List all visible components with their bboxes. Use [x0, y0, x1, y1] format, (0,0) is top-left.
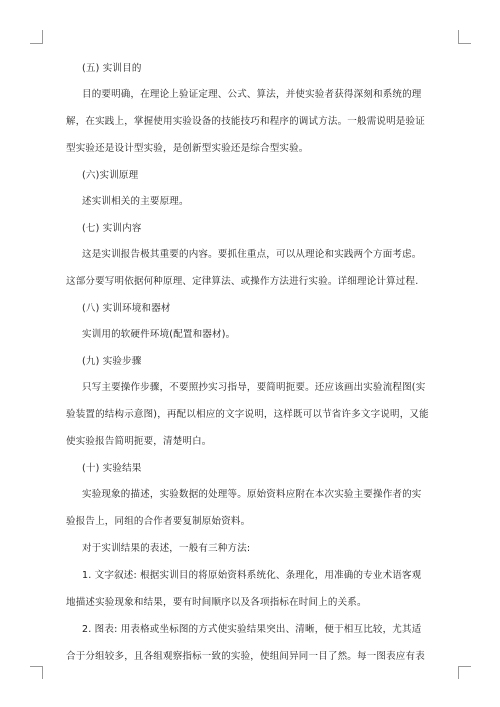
method-line: 合于分组较多，且各组观察指标一致的实验，使组间异同一目了然。每一图表应有表 — [66, 651, 425, 662]
section-heading: (六)实训原理 — [82, 170, 139, 181]
paragraph-line: 这是实训报告极其重要的内容。要抓住重点，可以从理论和实践两个方面考虑。 — [82, 249, 422, 260]
document-body — [66, 62, 441, 664]
method-line: 地描述实验现象和结果，要有时间顺序以及各项指标在时间上的关系。 — [66, 597, 367, 608]
paragraph-line: 型实验还是设计型实验，是创新型实验还是综合型实验。 — [66, 143, 309, 154]
paragraph-line: 使实验报告简明扼要，清楚明白。 — [66, 436, 212, 447]
section-heading: (七) 实训内容 — [82, 223, 142, 234]
paragraph-line: 解，在实践上，掌握使用实验设备的技能技巧和程序的调试方法。一般需说明是验证 — [66, 116, 425, 127]
crop-mark-top-left-h — [30, 43, 43, 44]
method-line: 1. 文字叙述: 根据实训目的将原始资料系统化、条理化，用准确的专业术语客观 — [82, 570, 422, 581]
paragraph-line: 这部分要写明依据何种原理、定律算法、或操作方法进行实验。详细理论计算过程. — [66, 276, 419, 287]
method-line: 2. 图表: 用表格或坐标图的方式使实验结果突出、清晰，便于相互比较，尤其适 — [82, 624, 422, 635]
section-heading: (九) 实验步骤 — [82, 356, 142, 367]
crop-mark-bottom-right-h — [458, 666, 471, 667]
crop-mark-top-left-v — [42, 30, 43, 43]
section-heading: (八) 实训环境和器材 — [82, 303, 171, 314]
paragraph-line: 验报告上，同组的合作者要复制原始资料。 — [66, 516, 251, 527]
paragraph-line: 实训用的软硬件环境(配置和器材)。 — [82, 329, 236, 340]
section-heading: (五) 实训目的 — [82, 63, 142, 74]
paragraph-line: 只写主要操作步骤，不要照抄实习指导，要简明扼要。还应该画出实验流程图(实 — [82, 382, 426, 393]
crop-mark-bottom-right-v — [458, 666, 459, 679]
crop-mark-top-right-h — [458, 43, 471, 44]
paragraph-line: 述实训相关的主要原理。 — [82, 196, 189, 207]
section-heading: (十) 实验结果 — [82, 463, 142, 474]
paragraph-line: 验装置的结构示意图)，再配以相应的文字说明，这样既可以节省许多文字说明，又能 — [66, 409, 429, 420]
results-intro: 对于实训结果的表述，一般有三种方法: — [82, 543, 251, 554]
paragraph-line: 目的要明确，在理论上验证定理、公式、算法，并使实验者获得深刻和系统的理 — [82, 89, 422, 100]
paragraph-line: 实验现象的描述，实验数据的处理等。原始资料应附在本次实验主要操作者的实 — [82, 489, 422, 500]
crop-mark-top-right-v — [458, 30, 459, 43]
crop-mark-bottom-left-v — [42, 666, 43, 679]
